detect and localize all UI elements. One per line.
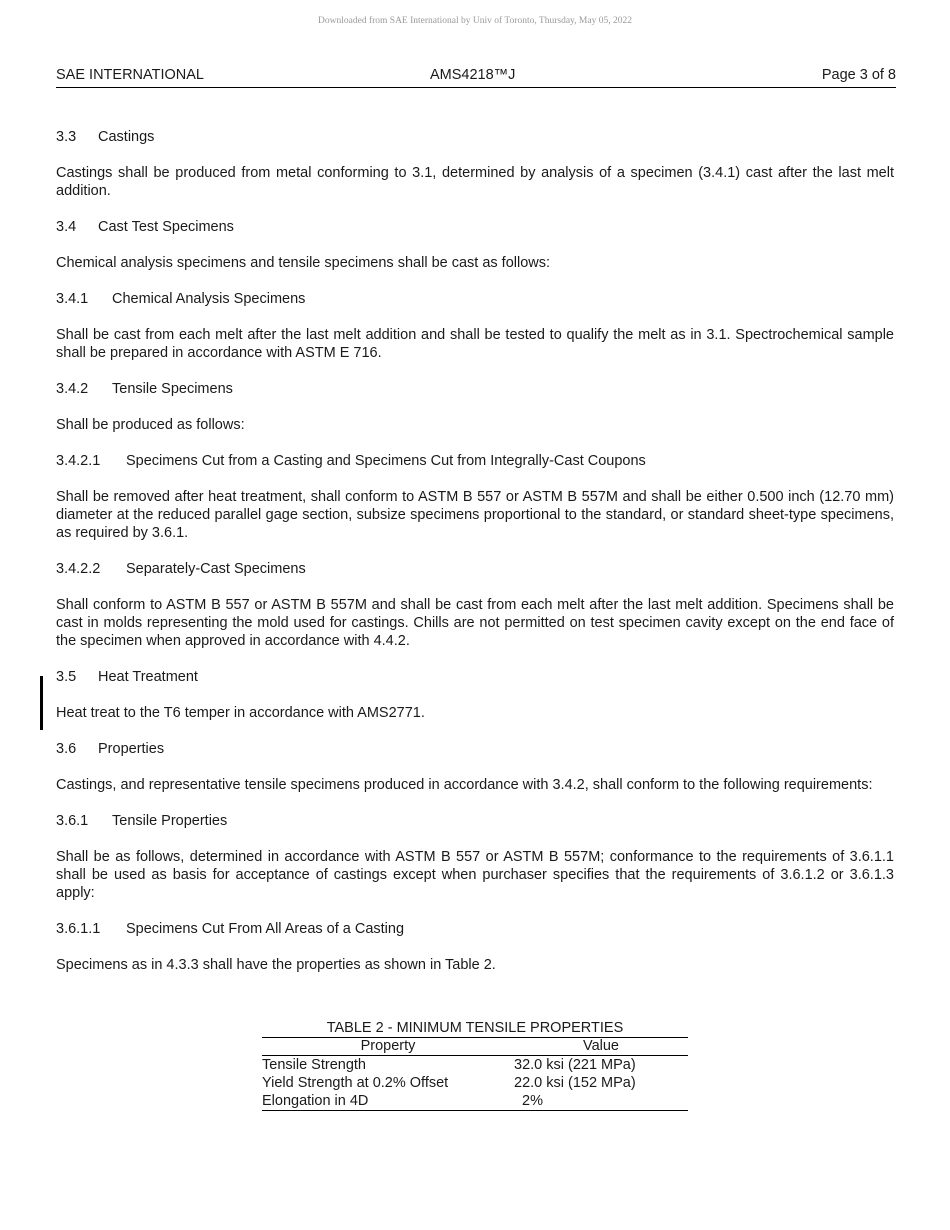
- section-paragraph: Heat treat to the T6 temper in accordance with AMS2771.: [56, 705, 425, 721]
- section-heading-3-6: [56, 740, 894, 758]
- section-title: Properties: [98, 741, 165, 757]
- property-cell: Yield Strength at 0.2% Offset: [262, 1075, 449, 1091]
- section-heading-3-4-2-1: [56, 452, 894, 470]
- header-organization: SAE INTERNATIONAL: [56, 67, 204, 83]
- header-document-id: AMS4218™J: [430, 67, 516, 83]
- table-row: [262, 1056, 688, 1075]
- section-title: Specimens Cut from a Casting and Specimens Cut from Integrally-Cast Coupons: [126, 453, 646, 469]
- document-body: [56, 128, 894, 992]
- section-paragraph: Castings, and representative tensile specimens produced in accordance with 3.4.2, shall conform to the following requirements:: [56, 777, 873, 793]
- section-heading-3-6-1: [56, 812, 894, 830]
- section-number: 3.5: [56, 669, 77, 685]
- section-number: 3.4.2.1: [56, 453, 101, 469]
- section-title: Chemical Analysis Specimens: [112, 291, 306, 307]
- section-number: 3.6.1.1: [56, 921, 101, 937]
- section-number: 3.3: [56, 129, 77, 145]
- value-cell: 2%: [514, 1092, 688, 1111]
- section-title: Cast Test Specimens: [98, 219, 234, 235]
- section-number: 3.4.1: [56, 291, 89, 307]
- section-number: 3.4.2: [56, 381, 89, 397]
- section-paragraph: Shall be produced as follows:: [56, 417, 245, 433]
- section-heading-3-4-2-2: [56, 560, 894, 578]
- section-heading-3-4-1: [56, 290, 894, 308]
- table-header-row: [262, 1038, 688, 1056]
- section-title: Heat Treatment: [98, 669, 198, 685]
- table-row: [262, 1092, 688, 1111]
- column-header-property: Property: [262, 1038, 514, 1056]
- section-heading-3-5: [56, 668, 894, 686]
- section-title: Tensile Properties: [112, 813, 228, 829]
- section-heading-3-4-2: [56, 380, 894, 398]
- section-paragraph: Shall conform to ASTM B 557 or ASTM B 557M and shall be cast from each melt after the last melt addition. Specimens shall be cast in molds representing the mold used for castings. Chills are not permitted on test specimen cavity except on the end face of the specimen when approved in accordance with 4.4.2.: [56, 597, 894, 649]
- header-page-number: Page 3 of 8: [821, 67, 896, 83]
- column-header-value: Value: [514, 1038, 688, 1056]
- table-grid: [262, 1038, 688, 1111]
- value-cell: 32.0 ksi (221 MPa): [514, 1057, 636, 1073]
- revision-change-bar: [40, 676, 43, 730]
- section-title: Separately-Cast Specimens: [126, 561, 306, 577]
- section-title: Castings: [98, 129, 155, 145]
- section-paragraph: Chemical analysis specimens and tensile specimens shall be cast as follows:: [56, 255, 551, 271]
- section-number: 3.4: [56, 219, 77, 235]
- section-heading-3-6-1-1: [56, 920, 894, 938]
- table-title: TABLE 2 - MINIMUM TENSILE PROPERTIES: [262, 1020, 688, 1038]
- property-cell: Elongation in 4D: [262, 1092, 514, 1111]
- download-watermark: Downloaded from SAE International by Univ of Toronto, Thursday, May 05, 2022: [318, 16, 632, 26]
- section-paragraph: Shall be as follows, determined in accordance with ASTM B 557 or ASTM B 557M; conformance to the requirements of 3.6.1.1 shall be used as basis for acceptance of castings except when purchaser specifies that the requirements of 3.6.1.2 or 3.6.1.3 apply:: [56, 849, 894, 901]
- table-row: [262, 1074, 688, 1092]
- section-paragraph: Shall be removed after heat treatment, shall conform to ASTM B 557 or ASTM B 557M and shall be either 0.500 inch (12.70 mm) diameter at the reduced parallel gage section, subsize specimens proportional to the standard, or standard sheet-type specimens, as required by 3.6.1.: [56, 489, 894, 541]
- section-number: 3.6.1: [56, 813, 89, 829]
- section-number: 3.6: [56, 741, 77, 757]
- property-cell: Tensile Strength: [262, 1057, 366, 1073]
- section-paragraph: Shall be cast from each melt after the last melt addition and shall be tested to qualify the melt as in 3.1. Spectrochemical sample shall be prepared in accordance with ASTM E 716.: [56, 327, 894, 361]
- section-heading-3-4: [56, 218, 894, 236]
- section-number: 3.4.2.2: [56, 561, 101, 577]
- section-paragraph: Castings shall be produced from metal conforming to 3.1, determined by analysis of a specimen (3.4.1) cast after the last melt addition.: [56, 165, 894, 199]
- section-title: Tensile Specimens: [112, 381, 233, 397]
- value-cell: 22.0 ksi (152 MPa): [514, 1075, 636, 1091]
- section-heading-3-3: [56, 128, 894, 146]
- tensile-properties-table: [262, 1020, 688, 1111]
- page-header: [56, 67, 896, 88]
- section-title: Specimens Cut From All Areas of a Casting: [126, 921, 405, 937]
- section-paragraph: Specimens as in 4.3.3 shall have the properties as shown in Table 2.: [56, 957, 496, 973]
